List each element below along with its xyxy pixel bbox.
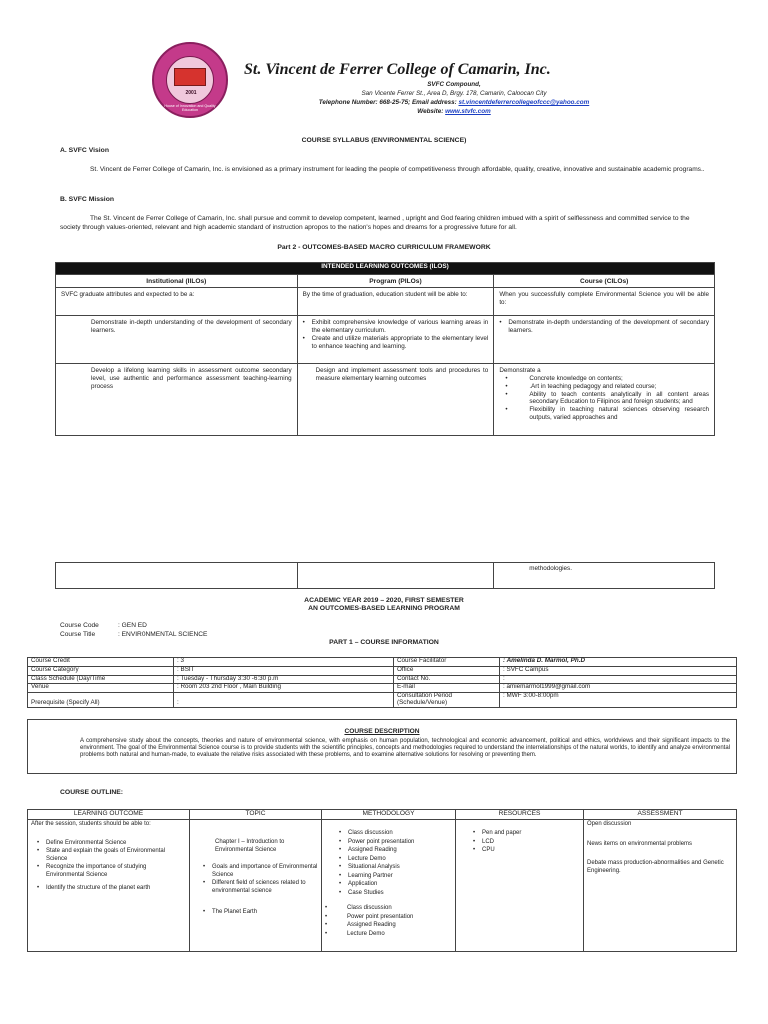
assessment-item: News items on environmental problems xyxy=(587,840,693,847)
list-item: • Class discussion xyxy=(325,905,452,913)
list-item: • Lecture Demo xyxy=(325,931,452,939)
topic-chapter-1: Chapter I – Introduction to Environmental Science xyxy=(215,839,285,853)
list-item: • Create and utilize materials appropriate to the elementary level to enhance teaching and learning. xyxy=(303,335,489,351)
list-item: • Flexibility in teaching natural sciences observing research outputs, varied approaches and xyxy=(505,406,709,422)
list-item: • Learning Partner xyxy=(339,873,452,881)
ilo-banner: INTENDED LEARNING OUTCOMES (ILOS) xyxy=(56,263,715,275)
info-label: Class Schedule (Day/Time xyxy=(28,675,174,684)
college-logo xyxy=(152,42,228,118)
list-item: • State and explain the goals of Environmental Science xyxy=(37,848,186,863)
outline-assessment xyxy=(584,820,737,952)
list-item: • Different field of sciences related to environmental science xyxy=(203,880,318,895)
list-item: • Power point presentation xyxy=(339,839,452,847)
ilo-col-institutional: Institutional (IILOs) xyxy=(56,275,298,288)
compound-line: SVFC Compound, xyxy=(427,81,481,88)
list-item: • Situational Analysis xyxy=(339,864,452,872)
outline-col-topic: TOPIC xyxy=(190,810,322,820)
info-label: Office xyxy=(394,666,500,675)
list-item: • Recognize the importance of studying Environmental Science xyxy=(37,864,186,879)
list-item: • .Art in teaching pedagogy and related course; xyxy=(505,383,709,391)
part2-title: Part 2 - OUTCOMES-BASED MACRO CURRICULUM FRAMEWORK xyxy=(277,244,491,251)
course-description-box xyxy=(27,719,737,774)
table-row xyxy=(28,820,737,952)
info-label: Prerequisite (Specify All) xyxy=(28,693,174,708)
contact-line xyxy=(244,99,664,107)
list-item: • CPU xyxy=(473,847,580,855)
info-value: : Tuesday - Thursday 3:30 -6:30 p.m xyxy=(174,675,394,684)
cont-cell-2 xyxy=(297,563,494,589)
list-item: • Class discussion xyxy=(339,830,452,838)
info-value: : 3 xyxy=(174,658,394,667)
course-title-label: Course Title xyxy=(60,631,96,638)
info-value: : Amelinda D. Marmol, Ph.D xyxy=(500,658,737,667)
table-row xyxy=(28,693,737,708)
syllabus-title: COURSE SYLLABUS (ENVIRONMENTAL SCIENCE) xyxy=(301,137,467,144)
assessment-item: Debate mass production-abnormalities and Genetic Engineering. xyxy=(587,860,724,874)
email-link[interactable]: st.vincentdeferrercollegeofccc@yahoo.com xyxy=(458,99,590,106)
list-item: • Case Studies xyxy=(339,890,452,898)
cont-cell-3: methodologies. xyxy=(494,563,715,589)
list-item: • Define Environmental Science xyxy=(37,840,186,848)
list-item: • Assigned Reading xyxy=(339,847,452,855)
info-label: Course Facilitator xyxy=(394,658,500,667)
list-item: • The Planet Earth xyxy=(203,909,318,917)
course-title-value: : ENVIR0NMENTAL SCIENCE xyxy=(118,631,208,638)
ilo-r1-course: When you successfully complete Environmental Science you will be able to: xyxy=(494,288,715,316)
course-code-value: : GEN ED xyxy=(118,622,147,629)
outline-col-assessment: ASSESSMENT xyxy=(584,810,737,820)
list-item: • Pen and paper xyxy=(473,830,580,838)
info-label: Course Category xyxy=(28,666,174,675)
ilo-r2-program xyxy=(297,316,494,364)
vision-text: St. Vincent de Ferrer College of Camarin, Inc. is envisioned as a primary instrument for leading the people of competitiveness through affordable, quality, creative, innovative and sustainable academic programs.. xyxy=(90,166,705,173)
info-value: : xyxy=(174,693,394,708)
lo-intro: After the session, students should be able to: xyxy=(31,821,151,827)
table-row xyxy=(28,658,737,667)
ilo-table xyxy=(55,262,715,436)
ilo-r2-course xyxy=(494,316,715,364)
mission-heading: B. SVFC Mission xyxy=(60,196,115,203)
outline-resources xyxy=(456,820,584,952)
logo-book-icon xyxy=(174,68,206,86)
list-item: • Ability to teach contents analytically in all content areas secondary Education to Filipinos and foreign students; and xyxy=(505,391,709,407)
info-label: Course Credit xyxy=(28,658,174,667)
program-title: AN OUTCOMES-BASED LEARNING PROGRAM xyxy=(308,605,460,612)
college-name: St. Vincent de Ferrer College of Camarin, Inc. xyxy=(244,61,551,78)
info-value: : BSIT xyxy=(174,666,394,675)
website-line xyxy=(244,108,664,116)
ilo-table-continued xyxy=(55,562,715,589)
info-label: Consultation Period (Schedule/Venue) xyxy=(394,693,500,708)
ilo-r1-institutional: SVFC graduate attributes and expected to be a: xyxy=(56,288,298,316)
ilo-r2-institutional: Demonstrate in-depth understanding of the development of secondary learners. xyxy=(56,316,298,364)
list-item: • Application xyxy=(339,881,452,889)
outline-methodology xyxy=(322,820,456,952)
list-item: • Identify the structure of the planet earth xyxy=(37,885,186,893)
info-value: : Room 203 2nd Floor , Main Building xyxy=(174,684,394,693)
info-value: : xyxy=(500,675,737,684)
course-description-heading: COURSE DESCRIPTION xyxy=(344,728,420,735)
course-outline-table xyxy=(27,809,737,952)
course-outline-title: COURSE OUTLINE: xyxy=(60,789,124,796)
list-item: • Lecture Demo xyxy=(339,856,452,864)
outline-topic xyxy=(190,820,322,952)
info-value: : amiemarmol1999@gmail.com xyxy=(500,684,737,693)
list-item: • Power point presentation xyxy=(325,914,452,922)
outline-col-learning-outcome: LEARNING OUTCOME xyxy=(28,810,190,820)
part1-title: PART 1 – COURSE INFORMATION xyxy=(329,639,439,646)
outline-col-resources: RESOURCES xyxy=(456,810,584,820)
course-description-text: A comprehensive study about the concepts, theories and nature of environmental science, with emphasis on human population, technological and economic advancement, political and ethics, worldviews and their significant impacts to the environment. The goal of the Environmental Science course is to provide students with the scientific principles, concepts and methodologies required to understand the interrelationships of the natural worlds, to identify and analyze environmental problems both natural and human-made, to evaluate the relative risks associated with these problems, and to examine alternative solutions for resolving or preventing them. xyxy=(80,738,730,759)
info-label: Contact No. xyxy=(394,675,500,684)
mission-text: The St. Vincent de Ferrer College of Camarin, Inc. shall pursue and commit to develop competent, learned , upright and God fearing children imbued with a spirit of selflessness and committed service to the society through values-oriented, relevant and high academic standard of instruction apropos to the nation's hopes and dreams for a progressive future for all. xyxy=(60,215,690,231)
list-item: • Concrete knowledge on contents; xyxy=(505,375,709,383)
website-link[interactable]: www.stvfc.com xyxy=(445,108,491,115)
list-item: • Assigned Reading xyxy=(325,922,452,930)
ilo-col-course: Course (CILOs) xyxy=(494,275,715,288)
ilo-r1-program: By the time of graduation, education student will be able to: xyxy=(297,288,494,316)
ilo-r3-institutional: Develop a lifelong learning skills in assessment outcome secondary level, use authentic and performance assessment teaching-learning process xyxy=(56,364,298,436)
table-row xyxy=(28,684,737,693)
list-item: • Goals and importance of Environmental Science xyxy=(203,864,318,879)
telephone-label: Telephone Number: 668-25-75; Email address: xyxy=(318,99,457,106)
ilo-r3-program: Design and implement assessment tools and procedures to measure elementary learning outcomes xyxy=(297,364,494,436)
list-item: • LCD xyxy=(473,839,580,847)
info-label: Venue xyxy=(28,684,174,693)
ilo-r3-intro: Demonstrate a xyxy=(499,367,541,374)
table-row xyxy=(28,666,737,675)
assessment-item: Open discussion xyxy=(587,821,632,827)
table-row xyxy=(28,675,737,684)
website-label: Website: xyxy=(417,108,444,115)
info-label: E-mail xyxy=(394,684,500,693)
cont-cell-1 xyxy=(56,563,298,589)
list-item: • Demonstrate in-depth understanding of the development of secondary learners. xyxy=(499,319,709,335)
info-value: : MWF 3:00-8:00pm xyxy=(500,693,737,708)
ilo-col-program: Program (PILOs) xyxy=(297,275,494,288)
vision-heading: A. SVFC Vision xyxy=(60,147,109,154)
address-line: San Vicente Ferrer St., Area D, Brgy. 178, Camarin, Caloocan City xyxy=(361,90,547,97)
academic-year: ACADEMIC YEAR 2019 – 2020, FIRST SEMESTER xyxy=(304,597,464,604)
course-code-label: Course Code xyxy=(60,622,99,629)
list-item: • Exhibit comprehensive knowledge of various learning areas in the elementary curriculum. xyxy=(303,319,489,335)
ilo-r3-course xyxy=(494,364,715,436)
logo-year: 2001 xyxy=(185,90,197,96)
outline-col-methodology: METHODOLOGY xyxy=(322,810,456,820)
logo-motto: House of Innovation and Quality Education xyxy=(164,104,216,113)
course-info-table xyxy=(27,657,737,708)
info-value: : SVFC Campus xyxy=(500,666,737,675)
outline-learning-outcome xyxy=(28,820,190,952)
